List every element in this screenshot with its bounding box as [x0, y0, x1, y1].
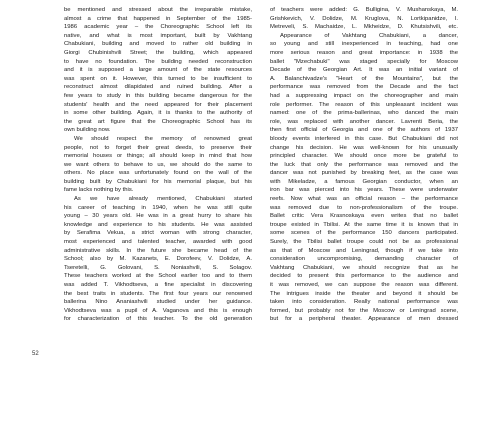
text-line: Vikhodtseva was a pupil of A. Vaganova and this is enough	[64, 307, 252, 314]
text-line: some scenes of the performance 150 dancers participated.	[270, 230, 458, 237]
text-line: performance was removed from the Decade and the fact	[270, 84, 458, 91]
text-line: most experienced and talented teacher, awarded with good	[64, 239, 252, 246]
text-line: was removed due to non-professionalism of the troupe.	[270, 204, 458, 211]
text-line: but for a peripheral theater. Appearance of men dressed	[270, 316, 458, 323]
text-line: Vakhtang Chabukiani, we should recognize that as he	[270, 264, 458, 271]
text-line: reconstruct almost dilapidated and ruined building. After a	[64, 84, 252, 91]
text-line: as that of Moscow and Leningrad, though if we take into	[270, 247, 458, 254]
text-line: taken into consideration. Really national performance was	[270, 299, 458, 306]
text-line: memorial houses or things; all should keep in mind that how	[64, 153, 252, 160]
text-line: role, was replaced with another dancer. Lavrenti Beria, the	[270, 118, 458, 125]
text-line: native, and what is most important, built by Vakhtang	[64, 32, 252, 39]
text-line: for characterization of this teacher. To the old generation	[64, 316, 252, 323]
text-line: consideration uncompromising, demanding character of	[270, 256, 458, 263]
text-line: it was removed, we can suppose the reason was different.	[270, 282, 458, 288]
text-line: The intrigues inside the theater and beyond it should be	[270, 290, 458, 297]
text-line: so young and still inexperienced in teaching, had one	[270, 41, 458, 48]
text-line: was spent on it. However, this turned to be insufficient to	[64, 75, 252, 82]
text-line: decided to present this performance to the audience and	[270, 273, 458, 280]
text-line: of teachers were added: G. Bulligina, V. Mushanskaya, M.	[270, 7, 458, 13]
text-line: Grishkevich, V. Dolidze, M. Kruglova, N. Lortkipanidze, I.	[270, 15, 458, 22]
text-line: was added T. Vikhodtseva, a fine specialist in discovering	[64, 282, 252, 288]
text-line: the best traits in students. The first four years our renowned	[64, 290, 252, 297]
text-line: administrative skills. In the future she became head of the	[64, 247, 252, 254]
text-line: the luck that only the performance was removed and the	[270, 161, 458, 168]
text-line: iron bar was pierced into his years. These were underwater	[270, 187, 458, 194]
text-line: Ballet critic Vera Krasnoskaya even writes that no ballet	[270, 213, 458, 220]
text-line: we want others to behave to us, we should do the same to	[64, 161, 252, 168]
text-line: had a suppressing impact on the choreographer and main	[270, 92, 458, 99]
text-line: 1986 academic year – the Choreographic School left its	[64, 24, 252, 31]
text-line: principled character. We should once more be grateful to	[270, 153, 458, 160]
text-line: dancer was not punished by breaking feet, as the case was	[270, 170, 458, 177]
text-line: knowledge and experience to his students. He was assisted	[64, 221, 252, 228]
text-line: fame lacks nothing by this.	[64, 187, 134, 194]
text-line: troupe existed in Tbilisi. At the same time it is known that in	[270, 221, 458, 228]
text-line: by Serafima Vekua, a strict woman with strong character,	[64, 230, 252, 237]
text-line: with Mikeladze, a famous Georgian conductor, when an	[270, 178, 458, 185]
text-line: Surely, the Tbilisi ballet troupe could not be as professional	[270, 239, 458, 246]
text-line: ballet "Mzechabuki" was staged specially for Moscow	[270, 58, 458, 65]
text-line: reefs. Now what was an official reason – the performance	[270, 196, 458, 203]
text-line: his career of teaching in 1940, when he was still quite	[64, 204, 252, 211]
text-line: be mentioned and stressed about the irreparable mistake,	[64, 7, 252, 13]
text-line: almost a crime that happened in September of the 1985-	[64, 15, 252, 22]
right-text-column	[270, 6, 458, 324]
text-line: Tseretelli, G. Golovani, S. Noniashvili, S. Solagov.	[64, 264, 252, 271]
text-line: own building now.	[64, 127, 111, 134]
text-line: named: one of the prima-ballerinas, who danced the main	[270, 110, 458, 117]
text-line: then first official of Georgia and one of the authors of 1937	[270, 127, 458, 134]
text-line: These teachers worked at the School earlier too and to them	[64, 273, 252, 280]
text-line: ballerina Nino Ananiashvili studied under her guidance.	[64, 299, 252, 306]
text-line: School; also by M. Kazanets, E. Dorofeev, V. Dolidze, A.	[64, 256, 252, 263]
text-line: Decade of the Georgian Art. It was an initial variant of	[270, 67, 458, 74]
text-line: in some other building. Again, it is thanks to the authority of	[64, 110, 252, 117]
text-line: few years to study in this building became dangerous for the	[64, 92, 252, 99]
text-line: Appearance of Vakhtang Chabukiani, a dancer,	[280, 32, 458, 39]
text-line: students' health and the need appeared for their placement	[64, 101, 252, 108]
page-number: 52	[32, 351, 39, 357]
text-line: change his decision. He was well-known for his unusually	[270, 144, 458, 151]
text-line: bloody events interfered in this case. But Chabukiani did not	[270, 135, 458, 142]
text-line: building built by Chabukiani for his memorial plaque, but his	[64, 178, 252, 185]
left-text-column	[64, 6, 252, 324]
text-line: Metreveli, S. Machaidze, L. Mkheidze, D. Khutsishvili, etc.	[270, 24, 458, 31]
text-line: and it is supposed a large amount of the state resources	[64, 67, 252, 74]
text-line: A. Balanchivadze's "Heart of the Mountains", but the	[270, 75, 458, 82]
text-line: more serious reason and great importance: in 1938 the	[270, 49, 458, 56]
text-line: role performer. The reason of this unpleasant incident was	[270, 101, 458, 108]
text-line: to have no foundation. The building needed reconstruction	[64, 58, 252, 65]
text-line: We should respect the memory of renowned great	[74, 135, 252, 142]
text-line: people, not to forget their great deeds, to preserve their	[64, 144, 252, 151]
text-line: formed, but probably not for the Moscow or Leningrad scene,	[270, 307, 458, 314]
text-line: As we have already mentioned, Chabukiani started	[74, 196, 252, 203]
text-line: Giorgi Chubinishvili Street; the building, which appeared	[64, 49, 252, 56]
text-line: others. No place was unfortunately found on the wall of the	[64, 170, 252, 177]
text-line: Chabukiani, building and moved to rather old building in	[64, 41, 252, 48]
text-line: young – 30 years old. He was in a great hurry to share his	[64, 213, 252, 220]
text-line: the great art figure that the Choreographic School has its	[64, 118, 252, 125]
